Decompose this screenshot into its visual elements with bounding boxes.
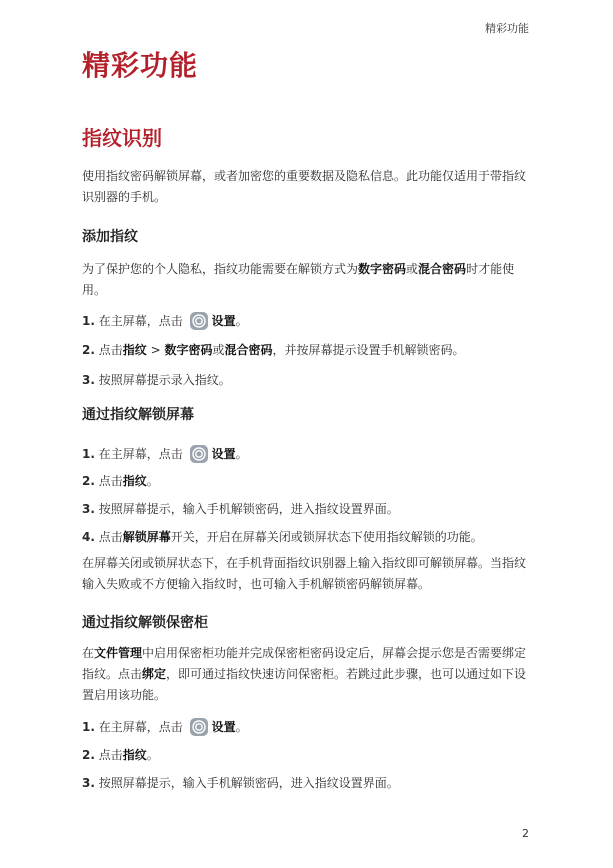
list-item: 3. 按照屏幕提示，输入手机解锁密码，进入指纹设置界面。: [82, 502, 399, 516]
running-header: 精彩功能: [485, 22, 529, 35]
list-item: 1. 在主屏幕，点击 设置。: [82, 447, 248, 461]
list-item: 1. 在主屏幕，点击 设置。: [82, 720, 248, 734]
settings-gear-icon: [190, 312, 208, 330]
subsection-title-unlock-safe: 通过指纹解锁保密柜: [82, 615, 208, 631]
list-item: 2. 点击指纹 > 数字密码或混合密码，并按屏幕提示设置手机解锁密码。: [82, 343, 465, 357]
settings-gear-icon: [190, 445, 208, 463]
page-number: 2: [522, 827, 529, 840]
unlock-note: 在屏幕关闭或锁屏状态下，在手机背面指纹识别器上输入指纹即可解锁屏幕。当指纹输入失败或不方便输入指纹时，也可输入手机解锁密码解锁屏幕。: [82, 556, 527, 591]
subsection-title-unlock-screen: 通过指纹解锁屏幕: [82, 407, 194, 423]
settings-gear-icon: [190, 718, 208, 736]
subsection-title-add-fingerprint: 添加指纹: [82, 229, 138, 245]
list-item: 3. 按照屏幕提示录入指纹。: [82, 373, 231, 387]
safe-intro: 在文件管理中启用保密柜功能并完成保密柜密码设定后，屏幕会提示您是否需要绑定指纹。点击绑定，即可通过指纹快速访问保密柜。若跳过此步骤，也可以通过如下设置启用该功能。: [82, 646, 527, 702]
list-item: 2. 点击指纹。: [82, 474, 159, 488]
chapter-title: 精彩功能: [82, 49, 199, 82]
section-title: 指纹识别: [82, 126, 162, 150]
list-item: 1. 在主屏幕，点击 设置。: [82, 314, 248, 328]
add-fingerprint-intro: 为了保护您的个人隐私，指纹功能需要在解锁方式为数字密码或混合密码时才能使用。: [82, 262, 515, 297]
section-intro: 使用指纹密码解锁屏幕，或者加密您的重要数据及隐私信息。此功能仅适用于带指纹识别器的手机。: [82, 169, 527, 204]
list-item: 4. 点击解锁屏幕开关，开启在屏幕关闭或锁屏状态下使用指纹解锁的功能。: [82, 530, 483, 544]
list-item: 3. 按照屏幕提示，输入手机解锁密码，进入指纹设置界面。: [82, 776, 399, 790]
list-item: 2. 点击指纹。: [82, 748, 159, 762]
